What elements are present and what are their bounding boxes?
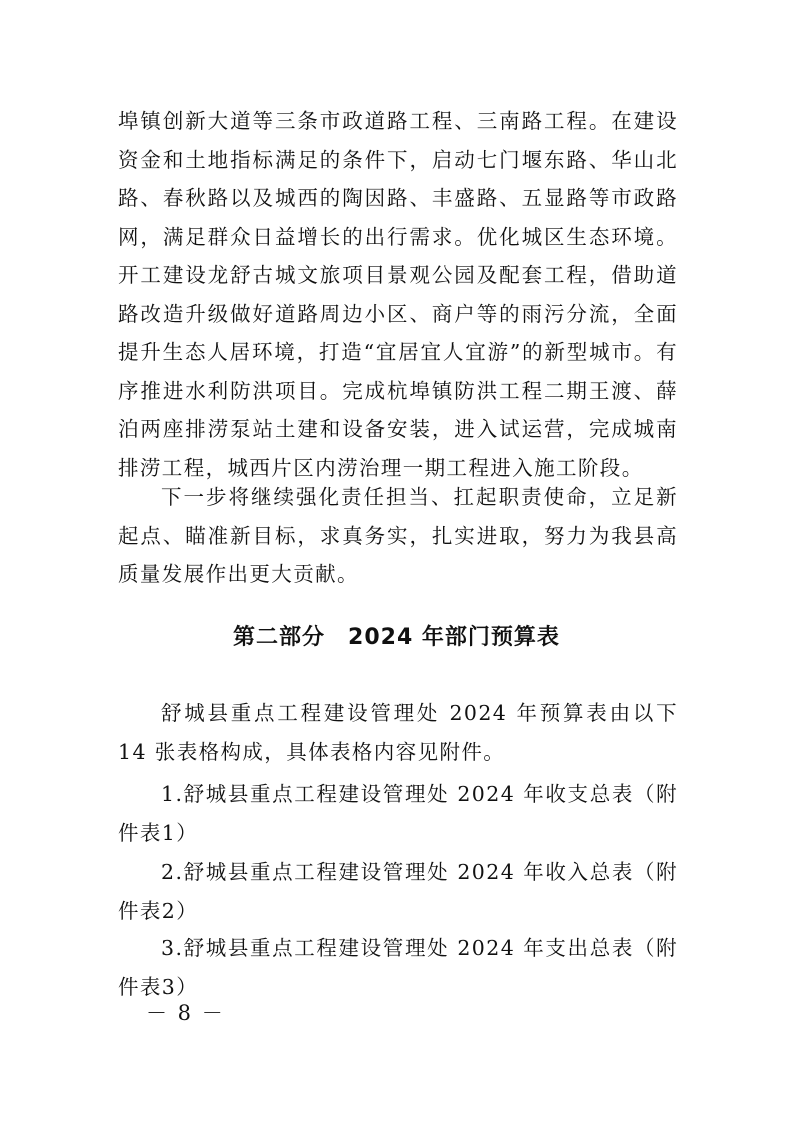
list-item: 2.舒城县重点工程建设管理处 2024 年收入总表（附件表2） xyxy=(118,860,678,923)
body-paragraph: 埠镇创新大道等三条市政道路工程、三南路工程。在建设资金和土地指标满足的条件下，启动七门堰东路、华山北路、春秋路以及城西的陶因路、丰盛路、五显路等市政路网，满足群众日益增长的出行需求。优化城区生态环境。开工建设龙舒古城文旅项目景观公园及配套工程，借助道路改造升级做好道路周边小区、商户等的雨污分流，全面提升生态人居环境，打造“宜居宜人宜游”的新型城市。有序推进水利防洪项目。完成杭埠镇防洪工程二期王渡、薛泊两座排涝泵站土建和设备安装，进入试运营，完成城南排涝工程，城西片区内涝治理一期工程进入施工阶段。 xyxy=(118,109,678,480)
body-paragraph: 下一步将继续强化责任担当、扛起职责使命，立足新起点、瞄准新目标，求真务实，扎实进取，努力为我县高质量发展作出更大贡献。 xyxy=(118,485,678,586)
list-item: 3.舒城县重点工程建设管理处 2024 年支出总表（附件表3） xyxy=(118,936,678,999)
page-number: － 8 － xyxy=(146,1001,225,1025)
section-heading: 第二部分 2024 年部门预算表 xyxy=(233,625,560,650)
body-paragraph: 舒城县重点工程建设管理处 2024 年预算表由以下 14 张表格构成，具体表格内容见附件。 xyxy=(118,701,678,764)
list-item: 1.舒城县重点工程建设管理处 2024 年收支总表（附件表1） xyxy=(118,782,678,845)
